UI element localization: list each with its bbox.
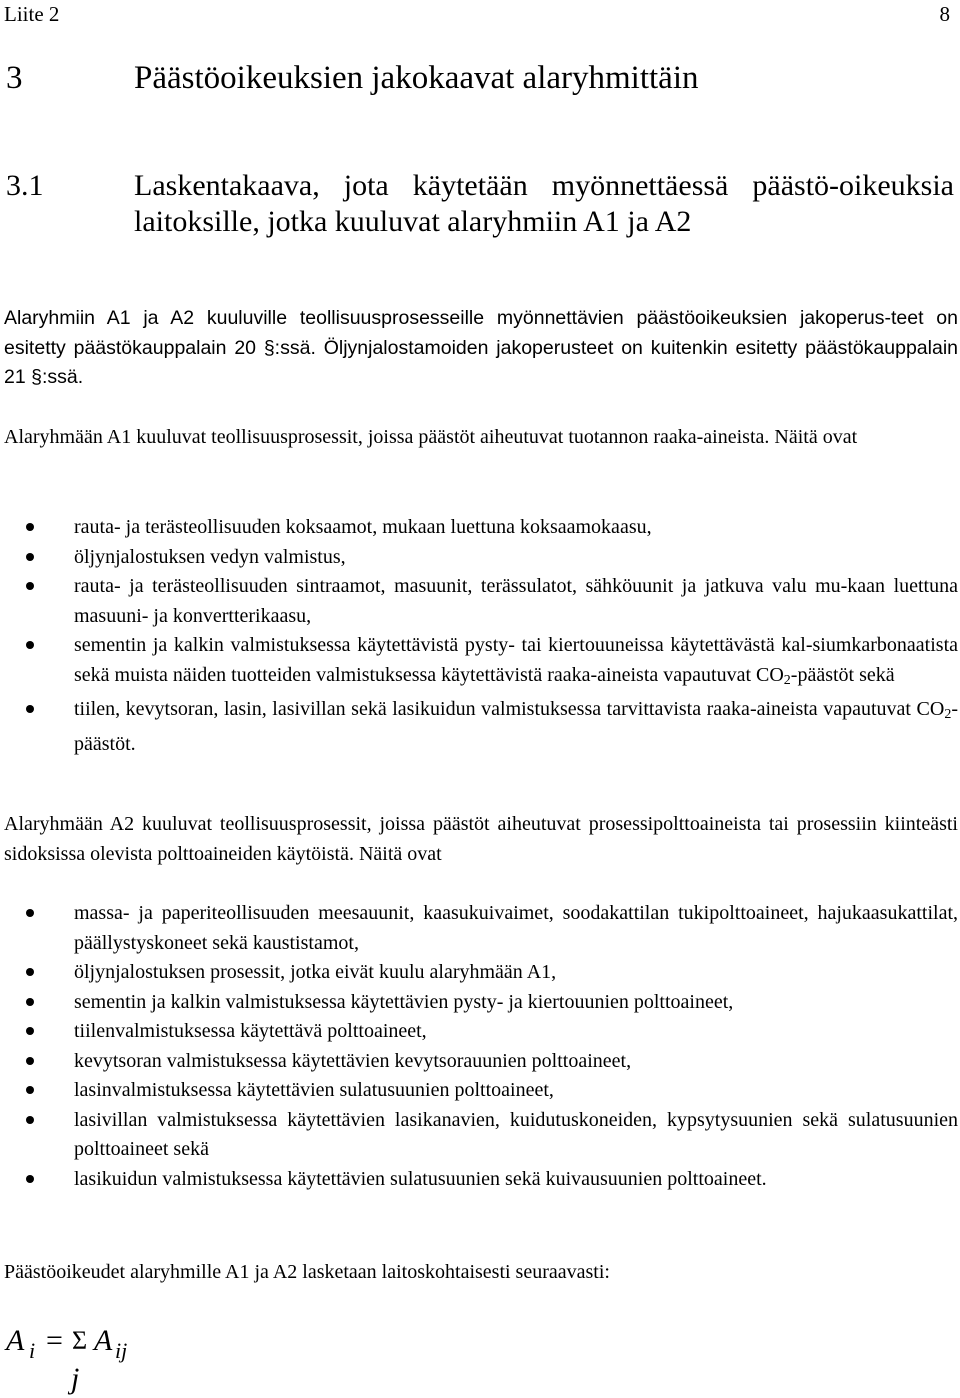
list-item: öljynjalostuksen prosessit, jotka eivät kuulu alaryhmään A1, [0,958,958,988]
subsection-number: 3.1 [6,169,44,202]
group-a1-list [0,513,958,759]
section-number: 3 [6,60,23,96]
bullet-icon [26,1116,34,1124]
formula-equals: = [46,1324,63,1357]
bullet-icon [26,998,34,1006]
formula-rhs-subscript: ij [115,1338,128,1363]
calculation-intro: Päästöoikeudet alaryhmille A1 ja A2 lasketaan laitoskohtaisesti seuraavasti: [4,1261,610,1283]
group-a1-lead: Alaryhmään A1 kuuluvat teollisuusprosessit, joissa päästöt aiheutuvat tuotannon raaka-aineista. Näitä ovat [4,426,858,448]
bullet-icon [26,523,34,531]
list-item: rauta- ja terästeollisuuden koksaamot, mukaan luettuna koksaamokaasu, [0,513,958,543]
list-item: lasivillan valmistuksessa käytettävien lasikanavien, kuidutuskoneiden, kypsytysuunien sekä sulatusuunien polttoaineet sekä [0,1106,958,1165]
list-item: lasinvalmistuksessa käytettävien sulatusuunien polttoaineet, [0,1076,958,1106]
bullet-icon [26,1086,34,1094]
group-a2-lead: Alaryhmään A2 kuuluvat teollisuusprosessit, joissa päästöt aiheutuvat prosessipolttoaineista tai prosessiin kiinteästi sidoksissa olevista polttoaineiden käytöistä. Näitä ovat [4,813,958,865]
group-a2-list [0,899,958,1194]
section-heading [6,60,699,97]
bullet-icon [26,705,34,713]
section-title: Päästöoikeuksien jakokaavat alaryhmittäin [134,60,699,96]
formula-lhs: A [6,1324,25,1357]
page-number: 8 [939,2,950,26]
formula-sigma: Σ [72,1326,88,1355]
appendix-label: Liite 2 [4,2,60,26]
subsection-heading [6,168,954,240]
formula-rhs: A [94,1324,113,1357]
bullet-icon [26,1027,34,1035]
list-item: öljynjalostuksen vedyn valmistus, [0,543,958,573]
list-item: rauta- ja terästeollisuuden sintraamot, masuunit, terässulatot, sähköuunit ja jatkuva valu mu-kaan luettuna masuuni- ja konvertterikaasu, [0,572,958,631]
bullet-icon [26,1057,34,1065]
formula-sum-index: j [71,1362,80,1395]
list-item: tiilenvalmistuksessa käytettävä polttoaineet, [0,1017,958,1047]
list-item: massa- ja paperiteollisuuden meesauunit, kaasukuivaimet, soodakattilan tukipolttoaineet, hajukaasukattilat, päällystyskoneet sekä kaustistamot, [0,899,958,958]
list-item: kevytsoran valmistuksessa käytettävien kevytsorauunien polttoaineet, [0,1047,958,1077]
bullet-icon [26,641,34,649]
subsection-title: Laskentakaava, jota käytetään myönnettäessä päästö-oikeuksia laitoksille, jotka kuuluvat alaryhmiin A1 ja A2 [134,169,954,238]
allocation-formula [4,1322,204,1398]
bullet-icon [26,553,34,561]
bullet-icon [26,582,34,590]
bullet-icon [26,909,34,917]
list-item: lasikuidun valmistuksessa käytettävien sulatusuunien sekä kuivausuunien polttoaineet. [0,1165,958,1195]
intro-paragraph: Alaryhmiin A1 ja A2 kuuluville teollisuusprosesseille myönnettävien päästöoikeuksien jakoperus-teet on esitetty päästökauppalain 20 §:ssä. Öljynjalostamoiden jakoperusteet on kuitenkin esitetty päästökauppalain 21 §:ssä. [4,307,958,388]
list-item: tiilen, kevytsoran, lasin, lasivillan sekä lasikuidun valmistuksessa tarvittavista raaka-aineista vapautuvat $CO_2$-päästöt. [0,695,958,759]
bullet-icon [26,1175,34,1183]
list-item: sementin ja kalkin valmistuksessa käytettävistä pysty- tai kiertouuneissa käytettävästä kal-siumkarbonaatista sekä muista näiden tuotteiden valmistuksessa käytettävistä raaka-aineista vapautuvat $CO_2$-päästöt sekä [0,631,958,695]
list-item: sementin ja kalkin valmistuksessa käytettävien pysty- ja kiertouunien polttoaineet, [0,988,958,1018]
formula-lhs-subscript: i [29,1338,36,1363]
bullet-icon [26,968,34,976]
